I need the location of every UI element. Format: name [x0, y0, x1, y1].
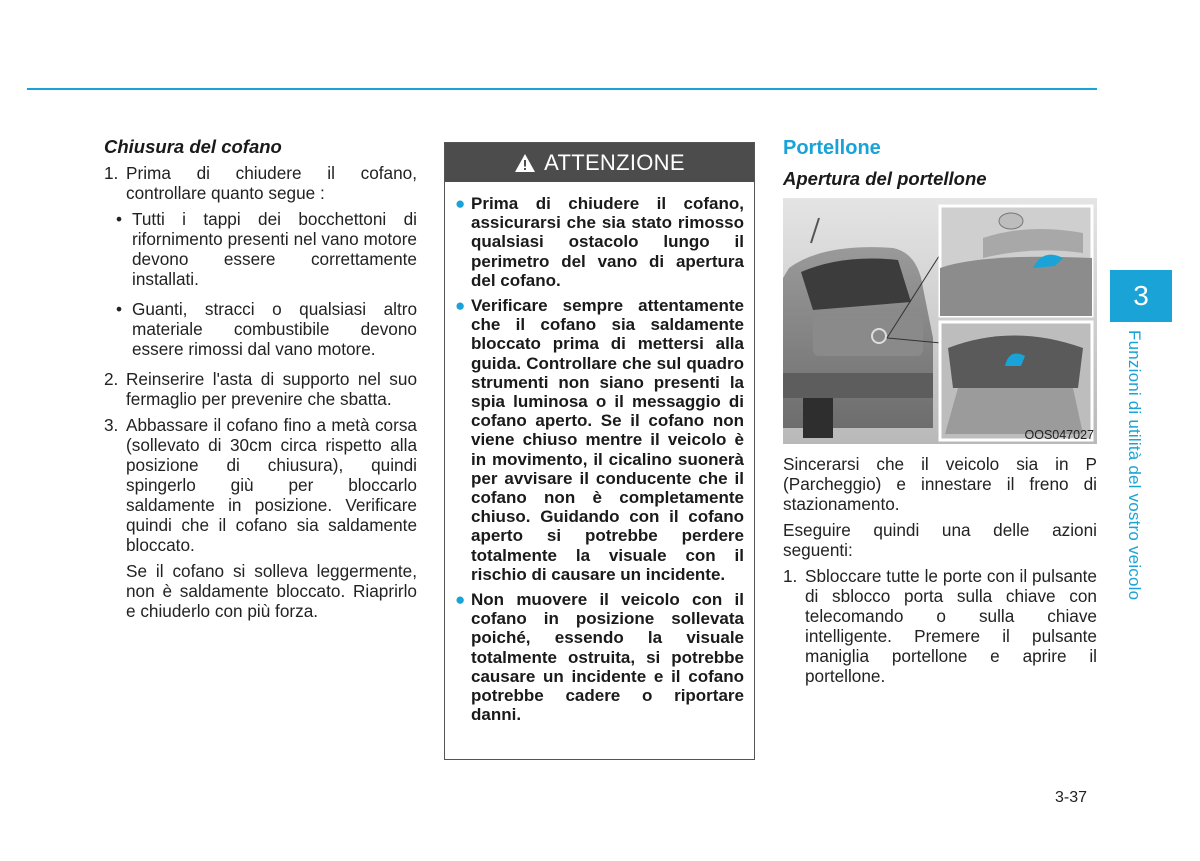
- bullet-item: [116, 299, 417, 359]
- warning-item: [455, 194, 744, 290]
- warning-title: ATTENZIONE: [544, 149, 685, 175]
- left-column: [104, 137, 417, 621]
- step-number: 3.: [104, 415, 119, 435]
- step-3: [104, 415, 417, 555]
- figure-code: OOS047027: [1024, 428, 1094, 442]
- instruction-paragraph: Eseguire quindi una delle azioni seguenti:: [783, 520, 1097, 560]
- step-number: 1.: [783, 566, 798, 586]
- bullet-text: Tutti i tappi dei bocchettoni di rifornimento presenti nel vano motore devono essere correttamente installati.: [132, 209, 417, 289]
- warning-text: Verificare sempre attentamente che il cofano sia saldamente bloccato prima di mettersi alla guida. Controllare che sul quadro strumenti non siano presenti la spia luminosa o il messaggio di cofano aperto. Se il cofano non viene chiuso mentre il veicolo è in movimento, il cicalino suonerà per avvisare il conducente che il cofano non è completamente chiuso. Guidando con il cofano aperto si potrebbe perdere totalmente la visuale con il rischio di causare un incidente.: [471, 296, 744, 584]
- step-3-note: Se il cofano si solleva leggermente, non è saldamente bloccato. Riaprirlo e chiuderlo con più forza.: [126, 561, 417, 621]
- step-2: [104, 369, 417, 409]
- right-column: [783, 137, 1097, 692]
- tailgate-section-title: Portellone: [783, 137, 881, 159]
- bullet-dot: •: [116, 209, 123, 229]
- step-number: 2.: [104, 369, 119, 389]
- warning-item: [455, 296, 744, 584]
- step-text: Prima di chiudere il cofano, controllare quanto segue :: [126, 163, 417, 203]
- chapter-title: Funzioni di utilità del vostro veicolo: [1125, 330, 1144, 601]
- bullet-text: Guanti, stracci o qualsiasi altro materiale combustibile devono essere rimossi dal vano motore.: [132, 299, 417, 359]
- page-number: 3-37: [1055, 789, 1088, 806]
- step-text: Sbloccare tutte le porte con il pulsante di sblocco porta sulla chiave con telecomando o sulla chiave intelligente. Premere il pulsante maniglia portellone e aprire il portellone.: [805, 566, 1097, 686]
- bullet-item: [116, 209, 417, 289]
- bullet-dot: ●: [455, 296, 466, 316]
- warning-box: [444, 142, 755, 760]
- chapter-number-tab: 3: [1110, 270, 1172, 322]
- step-text: Reinserire l'asta di supporto nel suo fermaglio per prevenire che sbatta.: [126, 369, 417, 409]
- hood-closing-heading: Chiusura del cofano: [104, 136, 282, 157]
- warning-item: [455, 590, 744, 724]
- warning-header: [445, 143, 754, 182]
- bullet-dot: •: [116, 299, 123, 319]
- warning-text: Non muovere il veicolo con il cofano in posizione sollevata poiché, essendo la visuale totalmente ostruita, si potrebbe causare un incidente e il cofano potrebbe cadere o riportare danni.: [471, 590, 744, 725]
- tailgate-illustration-svg: [783, 198, 1097, 444]
- warning-list: [445, 182, 754, 724]
- header-rule: [27, 88, 1097, 90]
- tailgate-opening-heading: Apertura del portellone: [783, 168, 987, 189]
- step-1: [104, 163, 417, 203]
- bullet-dot: ●: [455, 590, 466, 610]
- bullet-dot: ●: [455, 194, 466, 213]
- tailgate-illustration: [783, 198, 1097, 444]
- warning-triangle-icon: [514, 153, 536, 173]
- warning-text: Prima di chiudere il cofano, assicurarsi che sia stato rimosso qualsiasi ostacolo lungo il perimetro del vano di apertura del cofano.: [471, 194, 744, 290]
- tailgate-step-1: [783, 566, 1097, 686]
- step-number: 1.: [104, 163, 119, 183]
- instruction-paragraph: Sincerarsi che il veicolo sia in P (Parcheggio) e innestare il freno di stazionamento.: [783, 454, 1097, 514]
- step-text: Abbassare il cofano fino a metà corsa (sollevato di 30cm circa rispetto alla posizione di chiusura), quindi spingerlo giù per bloccarlo saldamente in posizione. Verificare quindi che il cofano sia saldamente bloccato.: [126, 415, 417, 555]
